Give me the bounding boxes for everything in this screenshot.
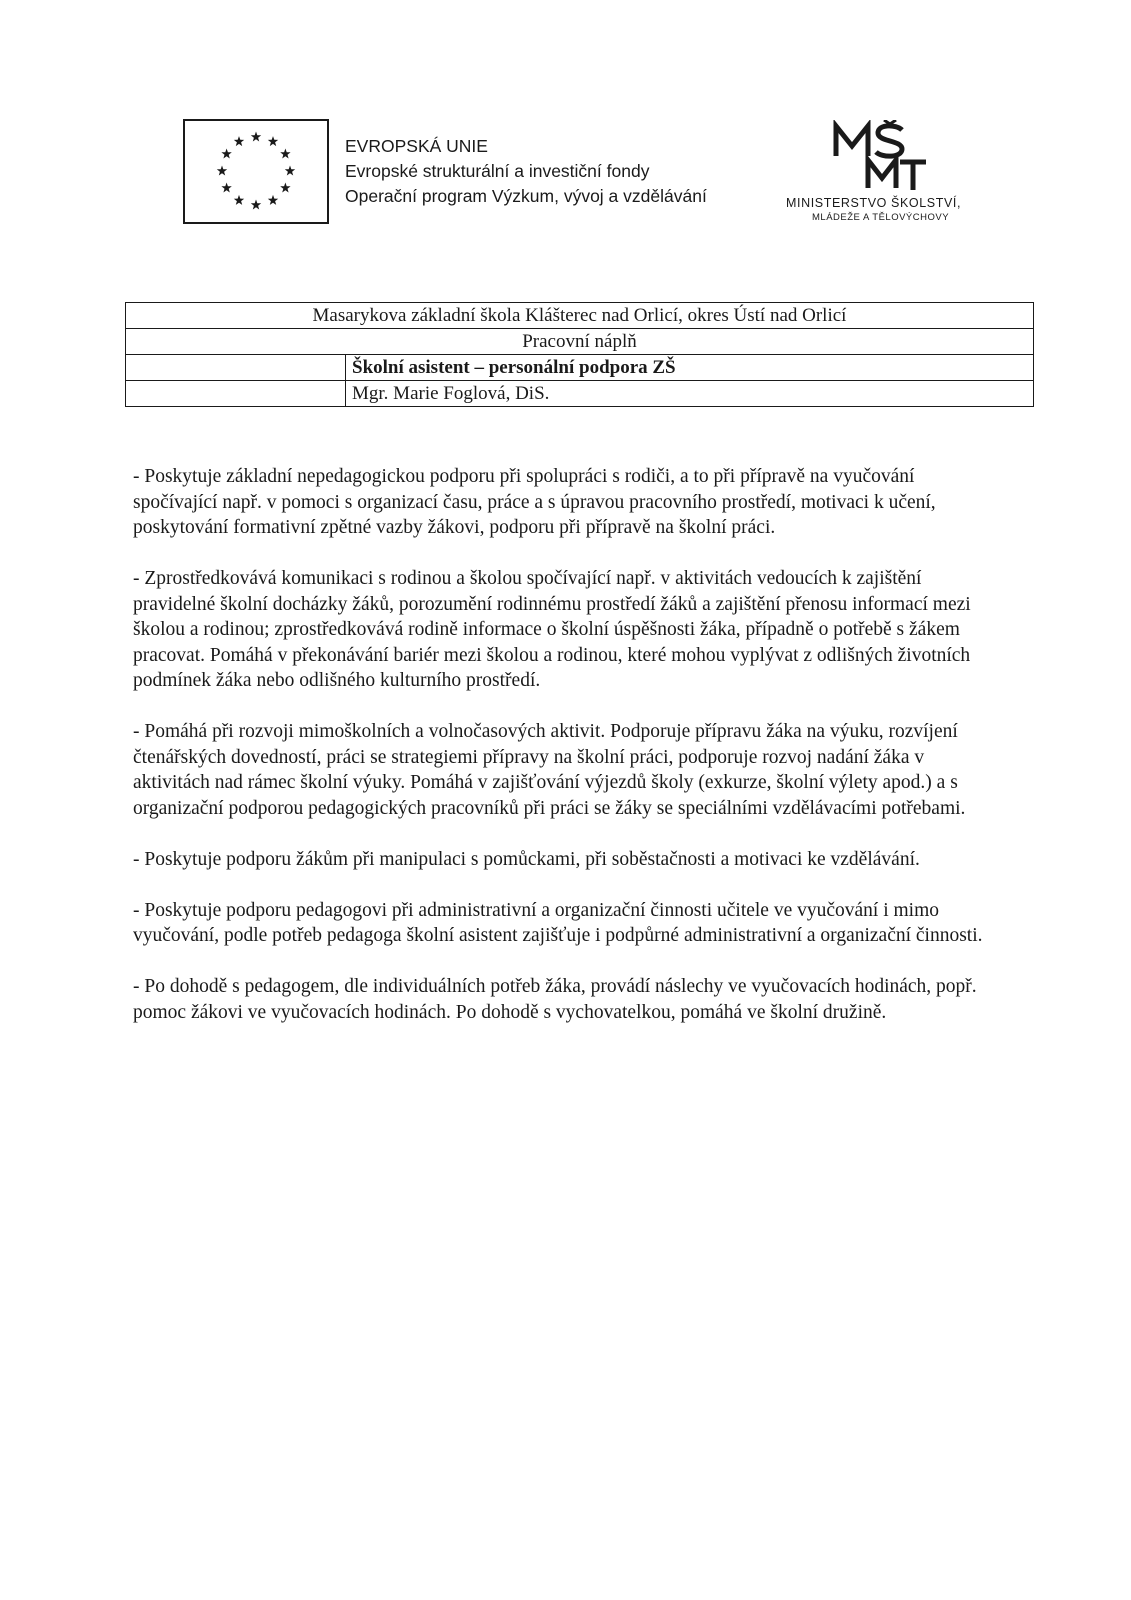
person-cell: Mgr. Marie Foglová, DiS.: [346, 381, 1034, 407]
table-row: [126, 329, 1034, 355]
msmt-name-line1: MINISTERSTVO ŠKOLSTVÍ,: [786, 196, 962, 210]
msmt-monogram-icon: [830, 120, 930, 192]
paragraph: - Pomáhá při rozvoji mimoškolních a volnočasových aktivit. Podporuje přípravu žáka na výuku, rozvíjení čtenářských dovedností, práci se strategiemi přípravy na školní práci, podporuje rozvoj nadání žáka v aktivitách nad rámec školní výuky. Pomáhá v zajišťování výjezdů školy (exkurze, školní výlety apod.) a s organizační podporou pedagogických pracovníků při práci se žáky se speciálními vzdělávacími potřebami.: [133, 721, 966, 819]
job-description-content: [133, 464, 993, 1051]
table-row: [126, 303, 1034, 329]
paragraph: - Poskytuje podporu žákům při manipulaci s pomůckami, při soběstačnosti a motivaci ke vzdělávání.: [133, 848, 920, 870]
doc-type-cell: Pracovní náplň: [126, 329, 1034, 355]
eu-stars-circle: [185, 121, 327, 222]
school-name-cell: Masarykova základní škola Klášterec nad Orlicí, okres Ústí nad Orlicí: [126, 303, 1034, 329]
info-table: [125, 302, 1034, 407]
eu-text-block: [345, 134, 707, 209]
table-row: [126, 355, 1034, 381]
msmt-logo: [782, 120, 982, 230]
eu-title: EVROPSKÁ UNIE: [345, 136, 488, 156]
table-row: [126, 381, 1034, 407]
empty-label-cell: [126, 355, 346, 381]
eu-funds-line: Evropské strukturální a investiční fondy: [345, 161, 650, 181]
paragraph: - Poskytuje základní nepedagogickou podporu při spolupráci s rodiči, a to při přípravě na vyučování spočívající např. v pomoci s organizací času, práce a s úpravou pracovního prostředí, motivaci k učení, poskytování formativní zpětné vazby žákovi, podporu při přípravě na školní práci.: [133, 466, 936, 538]
position-cell: Školní asistent – personální podpora ZŠ: [346, 355, 1034, 381]
eu-program-line: Operační program Výzkum, vývoj a vzdělávání: [345, 186, 707, 206]
paragraph: - Poskytuje podporu pedagogovi při administrativní a organizační činnosti učitele ve vyučování i mimo vyučování, podle potřeb pedagoga školní asistent zajišťuje i podpůrné administrativní a organizační činnosti.: [133, 899, 983, 946]
empty-label-cell: [126, 381, 346, 407]
eu-flag-logo: [183, 119, 329, 224]
paragraph: - Zprostředkovává komunikaci s rodinou a školou spočívající např. v aktivitách vedoucích k zajištění pravidelné školní docházky žáků, porozumění rodinnému prostředí žáků a zajištění přenosu informací mezi školou a rodinou; zprostředkovává rodině informace o školní úspěšnosti žáka, případně o potřebě s žákem pracovat. Pomáhá v překonávání bariér mezi školou a rodinou, které mohou vyplývat z odlišných životních podmínek žáka nebo odlišného kulturního prostředí.: [133, 568, 971, 691]
msmt-name-line2: MLÁDEŽE A TĚLOVÝCHOVY: [812, 212, 950, 223]
paragraph: - Po dohodě s pedagogem, dle individuálních potřeb žáka, provádí náslechy ve vyučovacích hodinách, popř. pomoc žákovi ve vyučovacích hodinách. Po dohodě s vychovatelkou, pomáhá ve školní družině.: [133, 976, 977, 1023]
